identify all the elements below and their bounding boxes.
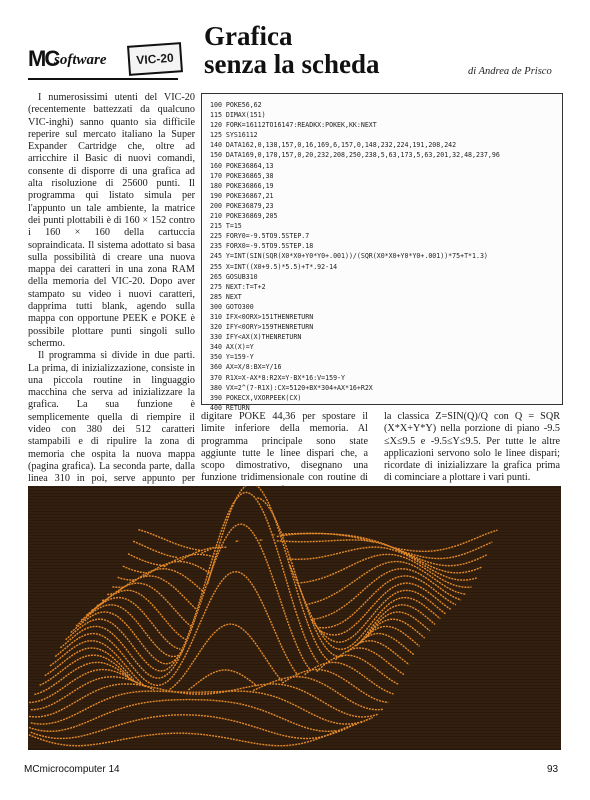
listing-line: 320 IFY<0ORY>159THENRETURN <box>210 323 314 332</box>
logo-underline <box>28 78 178 80</box>
surface-line <box>86 590 445 642</box>
listing-line: 210 POKE36869,205 <box>210 212 278 221</box>
software-vic20-logo <box>28 38 178 82</box>
listing-line: 255 X=INT((X0+9.5)*5.5)+T*.92-14 <box>210 262 338 271</box>
listing-line: 330 IFY<AX(X)THENRETURN <box>210 333 302 342</box>
listing-line: 350 Y=159-Y <box>210 353 254 362</box>
listing-line: 190 POKE36867,21 <box>210 191 274 200</box>
logo-vic20-badge: VIC-20 <box>127 42 183 76</box>
sinc-surface-plot <box>28 486 561 750</box>
title-line-2: senza la scheda <box>204 49 380 79</box>
listing-line: 200 POKE36879,23 <box>210 201 274 210</box>
listing-code <box>210 100 562 413</box>
listing-line: 140 DATA162,0,138,157,0,16,169,6,157,0,148,232,224,191,208,242 <box>210 141 457 150</box>
listing-line: 275 NEXT:T=T+2 <box>210 282 266 291</box>
logo-software-word: software <box>54 52 107 68</box>
article-title <box>204 22 380 78</box>
author-byline: di Andrea de Prisco <box>468 66 552 77</box>
listing-line: 225 FORY0=-9.5TO9.5STEP.7 <box>210 232 310 241</box>
paragraph: la classica Z=SIN(Q)/Q con Q = SQR (X*X+Y*Y) nella porzione di piano -9.5 ≤X≤9.5 e -9.5≤Y≤9.5. Per tutte le altre applicazioni servono solo le linee dispari; ricordate di inizializzare la grafica prima di cominciare a plottare i vari punti. <box>384 411 560 484</box>
listing-line: 160 POKE36864,13 <box>210 161 274 170</box>
paragraph: Il programma si divide in due parti. La prima, di inizializzazione, consiste in una piccola routine in linguaggio macchina che serva ad inizializzare la grafica. La sua funzione è semplicemente quella di riempire il video con 380 dei 512 caratteri stampabili e di ripulire la zona di memoria che ospita la nuova mappa (pagina grafica). La seconda parte, dalla linea 310 in poi, serve appunto per <box>28 350 195 485</box>
listing-line: 235 FORX0=-9.5TO9.5STEP.18 <box>210 242 314 251</box>
listing-line: 120 FORK=16112TO16147:READKX:POKEK,KK:NEXT <box>210 121 377 130</box>
magazine-name: MCmicrocomputer 14 <box>24 764 120 775</box>
logo-mc-mark: MC <box>28 46 59 71</box>
listing-line: 360 AX=X/8:BX=Y/16 <box>210 363 282 372</box>
listing-line: 300 GOTO300 <box>210 302 254 311</box>
listing-line: 125 SYS16112 <box>210 131 258 140</box>
listing-line: 115 DIMAX(151) <box>210 111 266 120</box>
basic-program-listing <box>201 93 563 412</box>
middle-column <box>201 411 368 497</box>
page-number: 93 <box>547 764 559 775</box>
right-column <box>384 411 560 497</box>
screen-photo <box>28 486 561 750</box>
paragraph: digitare POKE 44,36 per spostare il limite inferiore della memoria. Al programma principale sono state aggiunte tutte le linee dispari che, a scopo dimostrativo, disegnano una funzione tridimensionale con routine di <box>201 411 368 484</box>
listing-line: 380 VX=2^(7-R1X):CX=5120+BX*304+AX*16+R2X <box>210 383 373 392</box>
listing-line: 265 GOSUB310 <box>210 272 258 281</box>
listing-line: 215 T=15 <box>210 222 242 231</box>
article-header <box>28 22 568 92</box>
listing-line: 180 POKE36866,19 <box>210 181 274 190</box>
listing-line: 285 NEXT <box>210 292 242 301</box>
listing-line: 150 DATA169,0,178,157,0,20,232,208,250,238,5,63,173,5,63,201,32,48,237,96 <box>210 151 500 160</box>
listing-line: 340 AX(X)=Y <box>210 343 254 352</box>
listing-line: 310 IFX<0ORX>151THENRETURN <box>210 312 314 321</box>
surface-line <box>81 565 440 649</box>
listing-line: 390 POKECX,VXORPEEK(CX) <box>210 393 302 402</box>
listing-line: 400 RETURN <box>210 403 250 412</box>
listing-line: 245 Y=INT(SIN(SQR(X0*X0+Y0*Y0+.001))/(SQR(X0*X0+Y0*Y0+.001))*75+T*1.3) <box>210 252 488 261</box>
listing-line: 370 R1X=X-AX*8:R2X=Y-BX*16:V=159-Y <box>210 373 345 382</box>
surface-line <box>97 576 456 628</box>
surface-line <box>55 572 414 686</box>
listing-line: 170 POKE36865,38 <box>210 171 274 180</box>
title-line-1: Grafica <box>204 21 293 51</box>
paragraph: I numerosissimi utenti del VIC-20 (recentemente battezzati da qualcuno VIC-inghi) sanno quanto sia difficile reperire sul mercato italiano la Super Expander Cartridge che, oltre ad arricchire il Basic di nuovi comandi, consente di disporre di una grafica ad alta risoluzione di 25600 punti. Il programma qui listato simula per l'appunto un tale ambiente, la matrice dei punti plottabili è di 160 × 152 contro i 160 × 160 della cartuccia sopraindicata. Il sistema adottato si basa sulla possibilità di creare una nuova mappa dei caratteri in una zona RAM della memoria del VIC-20. Dopo aver stampato su video i nuovi caratteri, dapprima tutti blank, agendo sulla mappa con opportune PEEK e POKE è possibile plottare punti singoli sullo schermo. <box>28 92 195 349</box>
listing-line: 100 POKE56,62 <box>210 101 262 109</box>
